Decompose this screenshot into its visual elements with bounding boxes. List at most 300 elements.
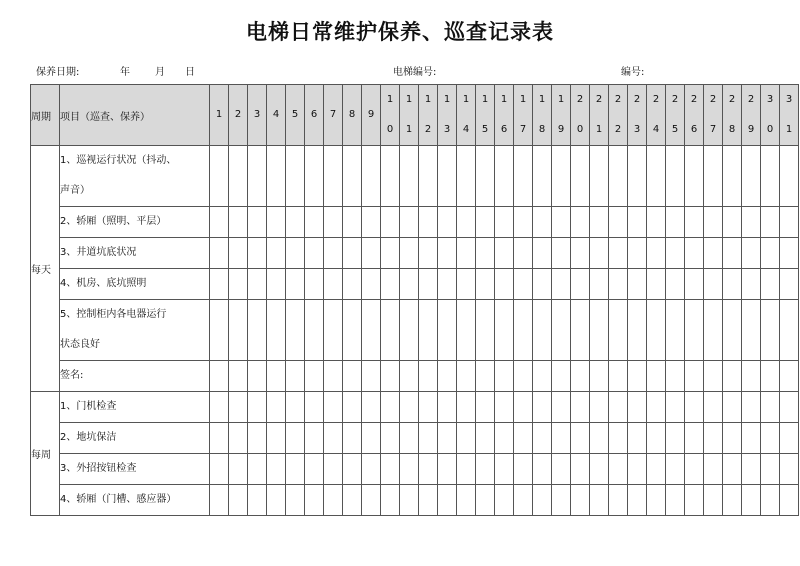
check-cell[interactable] — [704, 423, 723, 454]
check-cell[interactable] — [514, 300, 533, 361]
check-cell[interactable] — [495, 300, 514, 361]
check-cell[interactable] — [628, 269, 647, 300]
check-cell[interactable] — [343, 423, 362, 454]
check-cell[interactable] — [552, 485, 571, 516]
check-cell[interactable] — [533, 300, 552, 361]
check-cell[interactable] — [761, 392, 780, 423]
check-cell[interactable] — [742, 207, 761, 238]
check-cell[interactable] — [609, 269, 628, 300]
check-cell[interactable] — [400, 423, 419, 454]
check-cell[interactable] — [666, 392, 685, 423]
check-cell[interactable] — [628, 485, 647, 516]
check-cell[interactable] — [761, 269, 780, 300]
check-cell[interactable] — [609, 423, 628, 454]
check-cell[interactable] — [552, 392, 571, 423]
check-cell[interactable] — [438, 146, 457, 207]
check-cell[interactable] — [552, 300, 571, 361]
check-cell[interactable] — [324, 485, 343, 516]
check-cell[interactable] — [343, 300, 362, 361]
check-cell[interactable] — [590, 392, 609, 423]
check-cell[interactable] — [476, 485, 495, 516]
check-cell[interactable] — [685, 454, 704, 485]
check-cell[interactable] — [571, 146, 590, 207]
check-cell[interactable] — [723, 238, 742, 269]
check-cell[interactable] — [628, 238, 647, 269]
check-cell[interactable] — [400, 454, 419, 485]
check-cell[interactable] — [780, 300, 799, 361]
check-cell[interactable] — [476, 207, 495, 238]
check-cell[interactable] — [438, 361, 457, 392]
check-cell[interactable] — [381, 392, 400, 423]
check-cell[interactable] — [438, 207, 457, 238]
check-cell[interactable] — [723, 300, 742, 361]
check-cell[interactable] — [685, 207, 704, 238]
check-cell[interactable] — [514, 454, 533, 485]
check-cell[interactable] — [248, 207, 267, 238]
check-cell[interactable] — [476, 392, 495, 423]
check-cell[interactable] — [229, 485, 248, 516]
check-cell[interactable] — [229, 454, 248, 485]
check-cell[interactable] — [286, 361, 305, 392]
check-cell[interactable] — [305, 269, 324, 300]
check-cell[interactable] — [666, 207, 685, 238]
check-cell[interactable] — [476, 423, 495, 454]
check-cell[interactable] — [742, 392, 761, 423]
check-cell[interactable] — [590, 423, 609, 454]
check-cell[interactable] — [628, 146, 647, 207]
check-cell[interactable] — [780, 269, 799, 300]
check-cell[interactable] — [248, 454, 267, 485]
check-cell[interactable] — [666, 454, 685, 485]
check-cell[interactable] — [343, 238, 362, 269]
check-cell[interactable] — [571, 300, 590, 361]
check-cell[interactable] — [343, 485, 362, 516]
check-cell[interactable] — [780, 454, 799, 485]
check-cell[interactable] — [457, 454, 476, 485]
check-cell[interactable] — [533, 238, 552, 269]
check-cell[interactable] — [229, 146, 248, 207]
check-cell[interactable] — [267, 454, 286, 485]
check-cell[interactable] — [229, 361, 248, 392]
check-cell[interactable] — [647, 300, 666, 361]
check-cell[interactable] — [761, 485, 780, 516]
check-cell[interactable] — [381, 146, 400, 207]
check-cell[interactable] — [438, 392, 457, 423]
check-cell[interactable] — [495, 269, 514, 300]
check-cell[interactable] — [761, 146, 780, 207]
check-cell[interactable] — [780, 361, 799, 392]
check-cell[interactable] — [210, 238, 229, 269]
check-cell[interactable] — [780, 485, 799, 516]
check-cell[interactable] — [267, 392, 286, 423]
check-cell[interactable] — [590, 269, 609, 300]
check-cell[interactable] — [286, 146, 305, 207]
check-cell[interactable] — [305, 485, 324, 516]
check-cell[interactable] — [609, 485, 628, 516]
check-cell[interactable] — [647, 423, 666, 454]
check-cell[interactable] — [381, 238, 400, 269]
check-cell[interactable] — [248, 392, 267, 423]
check-cell[interactable] — [381, 269, 400, 300]
check-cell[interactable] — [457, 300, 476, 361]
check-cell[interactable] — [324, 361, 343, 392]
check-cell[interactable] — [685, 238, 704, 269]
check-cell[interactable] — [362, 361, 381, 392]
check-cell[interactable] — [514, 207, 533, 238]
check-cell[interactable] — [742, 423, 761, 454]
check-cell[interactable] — [324, 207, 343, 238]
check-cell[interactable] — [362, 300, 381, 361]
check-cell[interactable] — [723, 207, 742, 238]
check-cell[interactable] — [419, 361, 438, 392]
check-cell[interactable] — [248, 238, 267, 269]
check-cell[interactable] — [628, 361, 647, 392]
check-cell[interactable] — [495, 423, 514, 454]
check-cell[interactable] — [419, 146, 438, 207]
check-cell[interactable] — [248, 269, 267, 300]
check-cell[interactable] — [666, 485, 685, 516]
check-cell[interactable] — [590, 207, 609, 238]
check-cell[interactable] — [761, 454, 780, 485]
check-cell[interactable] — [495, 207, 514, 238]
check-cell[interactable] — [628, 207, 647, 238]
check-cell[interactable] — [552, 146, 571, 207]
check-cell[interactable] — [666, 300, 685, 361]
check-cell[interactable] — [267, 238, 286, 269]
check-cell[interactable] — [761, 300, 780, 361]
check-cell[interactable] — [476, 146, 495, 207]
check-cell[interactable] — [533, 146, 552, 207]
check-cell[interactable] — [628, 392, 647, 423]
check-cell[interactable] — [248, 146, 267, 207]
check-cell[interactable] — [419, 300, 438, 361]
check-cell[interactable] — [761, 361, 780, 392]
check-cell[interactable] — [381, 423, 400, 454]
check-cell[interactable] — [457, 392, 476, 423]
check-cell[interactable] — [514, 361, 533, 392]
check-cell[interactable] — [229, 238, 248, 269]
check-cell[interactable] — [533, 207, 552, 238]
check-cell[interactable] — [229, 269, 248, 300]
check-cell[interactable] — [571, 269, 590, 300]
check-cell[interactable] — [609, 454, 628, 485]
check-cell[interactable] — [742, 485, 761, 516]
check-cell[interactable] — [400, 300, 419, 361]
check-cell[interactable] — [324, 454, 343, 485]
check-cell[interactable] — [628, 300, 647, 361]
check-cell[interactable] — [742, 361, 761, 392]
check-cell[interactable] — [267, 423, 286, 454]
check-cell[interactable] — [305, 238, 324, 269]
check-cell[interactable] — [305, 392, 324, 423]
check-cell[interactable] — [210, 300, 229, 361]
check-cell[interactable] — [305, 423, 324, 454]
check-cell[interactable] — [400, 146, 419, 207]
check-cell[interactable] — [324, 423, 343, 454]
check-cell[interactable] — [647, 269, 666, 300]
check-cell[interactable] — [552, 269, 571, 300]
check-cell[interactable] — [362, 454, 381, 485]
check-cell[interactable] — [476, 238, 495, 269]
check-cell[interactable] — [229, 300, 248, 361]
check-cell[interactable] — [590, 300, 609, 361]
check-cell[interactable] — [609, 207, 628, 238]
check-cell[interactable] — [780, 207, 799, 238]
check-cell[interactable] — [514, 146, 533, 207]
check-cell[interactable] — [343, 269, 362, 300]
check-cell[interactable] — [723, 361, 742, 392]
check-cell[interactable] — [438, 485, 457, 516]
check-cell[interactable] — [419, 238, 438, 269]
check-cell[interactable] — [685, 423, 704, 454]
check-cell[interactable] — [704, 361, 723, 392]
check-cell[interactable] — [704, 238, 723, 269]
check-cell[interactable] — [628, 454, 647, 485]
check-cell[interactable] — [609, 238, 628, 269]
check-cell[interactable] — [761, 207, 780, 238]
check-cell[interactable] — [400, 485, 419, 516]
check-cell[interactable] — [457, 269, 476, 300]
check-cell[interactable] — [229, 207, 248, 238]
check-cell[interactable] — [723, 146, 742, 207]
check-cell[interactable] — [210, 269, 229, 300]
check-cell[interactable] — [286, 300, 305, 361]
check-cell[interactable] — [324, 269, 343, 300]
check-cell[interactable] — [742, 300, 761, 361]
check-cell[interactable] — [343, 361, 362, 392]
check-cell[interactable] — [723, 423, 742, 454]
check-cell[interactable] — [590, 146, 609, 207]
check-cell[interactable] — [761, 423, 780, 454]
check-cell[interactable] — [248, 361, 267, 392]
check-cell[interactable] — [457, 146, 476, 207]
check-cell[interactable] — [476, 361, 495, 392]
check-cell[interactable] — [419, 207, 438, 238]
check-cell[interactable] — [514, 238, 533, 269]
check-cell[interactable] — [305, 361, 324, 392]
check-cell[interactable] — [362, 238, 381, 269]
check-cell[interactable] — [305, 207, 324, 238]
check-cell[interactable] — [495, 454, 514, 485]
check-cell[interactable] — [305, 300, 324, 361]
check-cell[interactable] — [552, 238, 571, 269]
check-cell[interactable] — [419, 485, 438, 516]
check-cell[interactable] — [590, 485, 609, 516]
check-cell[interactable] — [533, 454, 552, 485]
check-cell[interactable] — [210, 423, 229, 454]
check-cell[interactable] — [685, 361, 704, 392]
check-cell[interactable] — [362, 269, 381, 300]
check-cell[interactable] — [514, 392, 533, 423]
check-cell[interactable] — [324, 392, 343, 423]
check-cell[interactable] — [704, 146, 723, 207]
check-cell[interactable] — [343, 207, 362, 238]
check-cell[interactable] — [666, 269, 685, 300]
check-cell[interactable] — [647, 454, 666, 485]
check-cell[interactable] — [552, 423, 571, 454]
check-cell[interactable] — [286, 392, 305, 423]
check-cell[interactable] — [666, 361, 685, 392]
check-cell[interactable] — [457, 207, 476, 238]
check-cell[interactable] — [666, 146, 685, 207]
check-cell[interactable] — [286, 269, 305, 300]
check-cell[interactable] — [286, 423, 305, 454]
check-cell[interactable] — [210, 146, 229, 207]
check-cell[interactable] — [723, 269, 742, 300]
check-cell[interactable] — [267, 146, 286, 207]
check-cell[interactable] — [704, 392, 723, 423]
check-cell[interactable] — [647, 207, 666, 238]
check-cell[interactable] — [533, 269, 552, 300]
check-cell[interactable] — [476, 269, 495, 300]
check-cell[interactable] — [286, 207, 305, 238]
check-cell[interactable] — [438, 269, 457, 300]
check-cell[interactable] — [780, 146, 799, 207]
check-cell[interactable] — [267, 300, 286, 361]
check-cell[interactable] — [647, 392, 666, 423]
check-cell[interactable] — [362, 146, 381, 207]
check-cell[interactable] — [476, 300, 495, 361]
check-cell[interactable] — [704, 485, 723, 516]
check-cell[interactable] — [438, 454, 457, 485]
check-cell[interactable] — [704, 300, 723, 361]
check-cell[interactable] — [609, 300, 628, 361]
check-cell[interactable] — [419, 392, 438, 423]
check-cell[interactable] — [609, 146, 628, 207]
check-cell[interactable] — [229, 423, 248, 454]
check-cell[interactable] — [704, 207, 723, 238]
check-cell[interactable] — [305, 454, 324, 485]
check-cell[interactable] — [780, 238, 799, 269]
check-cell[interactable] — [210, 392, 229, 423]
check-cell[interactable] — [685, 269, 704, 300]
check-cell[interactable] — [495, 238, 514, 269]
check-cell[interactable] — [647, 485, 666, 516]
check-cell[interactable] — [590, 361, 609, 392]
check-cell[interactable] — [685, 300, 704, 361]
check-cell[interactable] — [704, 454, 723, 485]
check-cell[interactable] — [495, 392, 514, 423]
check-cell[interactable] — [457, 361, 476, 392]
check-cell[interactable] — [381, 361, 400, 392]
check-cell[interactable] — [362, 423, 381, 454]
check-cell[interactable] — [590, 238, 609, 269]
check-cell[interactable] — [267, 207, 286, 238]
check-cell[interactable] — [647, 146, 666, 207]
check-cell[interactable] — [305, 146, 324, 207]
check-cell[interactable] — [533, 361, 552, 392]
check-cell[interactable] — [362, 485, 381, 516]
check-cell[interactable] — [438, 300, 457, 361]
check-cell[interactable] — [286, 485, 305, 516]
check-cell[interactable] — [495, 146, 514, 207]
check-cell[interactable] — [514, 423, 533, 454]
check-cell[interactable] — [742, 454, 761, 485]
check-cell[interactable] — [343, 392, 362, 423]
check-cell[interactable] — [324, 300, 343, 361]
check-cell[interactable] — [533, 392, 552, 423]
check-cell[interactable] — [210, 207, 229, 238]
check-cell[interactable] — [210, 454, 229, 485]
check-cell[interactable] — [324, 146, 343, 207]
check-cell[interactable] — [571, 207, 590, 238]
check-cell[interactable] — [362, 392, 381, 423]
check-cell[interactable] — [400, 361, 419, 392]
check-cell[interactable] — [495, 485, 514, 516]
check-cell[interactable] — [552, 207, 571, 238]
check-cell[interactable] — [248, 423, 267, 454]
check-cell[interactable] — [742, 146, 761, 207]
check-cell[interactable] — [400, 392, 419, 423]
check-cell[interactable] — [742, 238, 761, 269]
check-cell[interactable] — [381, 485, 400, 516]
check-cell[interactable] — [685, 392, 704, 423]
check-cell[interactable] — [666, 423, 685, 454]
check-cell[interactable] — [457, 423, 476, 454]
check-cell[interactable] — [343, 146, 362, 207]
check-cell[interactable] — [647, 238, 666, 269]
check-cell[interactable] — [552, 361, 571, 392]
check-cell[interactable] — [381, 454, 400, 485]
check-cell[interactable] — [704, 269, 723, 300]
check-cell[interactable] — [248, 300, 267, 361]
check-cell[interactable] — [476, 454, 495, 485]
check-cell[interactable] — [457, 238, 476, 269]
check-cell[interactable] — [267, 485, 286, 516]
check-cell[interactable] — [647, 361, 666, 392]
check-cell[interactable] — [381, 300, 400, 361]
check-cell[interactable] — [761, 238, 780, 269]
check-cell[interactable] — [780, 392, 799, 423]
check-cell[interactable] — [286, 238, 305, 269]
check-cell[interactable] — [723, 392, 742, 423]
check-cell[interactable] — [571, 392, 590, 423]
check-cell[interactable] — [552, 454, 571, 485]
check-cell[interactable] — [210, 485, 229, 516]
check-cell[interactable] — [438, 238, 457, 269]
check-cell[interactable] — [780, 423, 799, 454]
check-cell[interactable] — [343, 454, 362, 485]
check-cell[interactable] — [267, 361, 286, 392]
check-cell[interactable] — [723, 454, 742, 485]
check-cell[interactable] — [419, 269, 438, 300]
check-cell[interactable] — [438, 423, 457, 454]
check-cell[interactable] — [267, 269, 286, 300]
check-cell[interactable] — [685, 146, 704, 207]
check-cell[interactable] — [419, 454, 438, 485]
check-cell[interactable] — [571, 485, 590, 516]
check-cell[interactable] — [590, 454, 609, 485]
check-cell[interactable] — [571, 454, 590, 485]
check-cell[interactable] — [571, 361, 590, 392]
check-cell[interactable] — [229, 392, 248, 423]
check-cell[interactable] — [419, 423, 438, 454]
check-cell[interactable] — [400, 207, 419, 238]
check-cell[interactable] — [286, 454, 305, 485]
check-cell[interactable] — [248, 485, 267, 516]
check-cell[interactable] — [324, 238, 343, 269]
check-cell[interactable] — [571, 423, 590, 454]
check-cell[interactable] — [514, 269, 533, 300]
check-cell[interactable] — [685, 485, 704, 516]
check-cell[interactable] — [362, 207, 381, 238]
check-cell[interactable] — [666, 238, 685, 269]
check-cell[interactable] — [533, 423, 552, 454]
check-cell[interactable] — [609, 392, 628, 423]
check-cell[interactable] — [457, 485, 476, 516]
check-cell[interactable] — [400, 238, 419, 269]
check-cell[interactable] — [495, 361, 514, 392]
